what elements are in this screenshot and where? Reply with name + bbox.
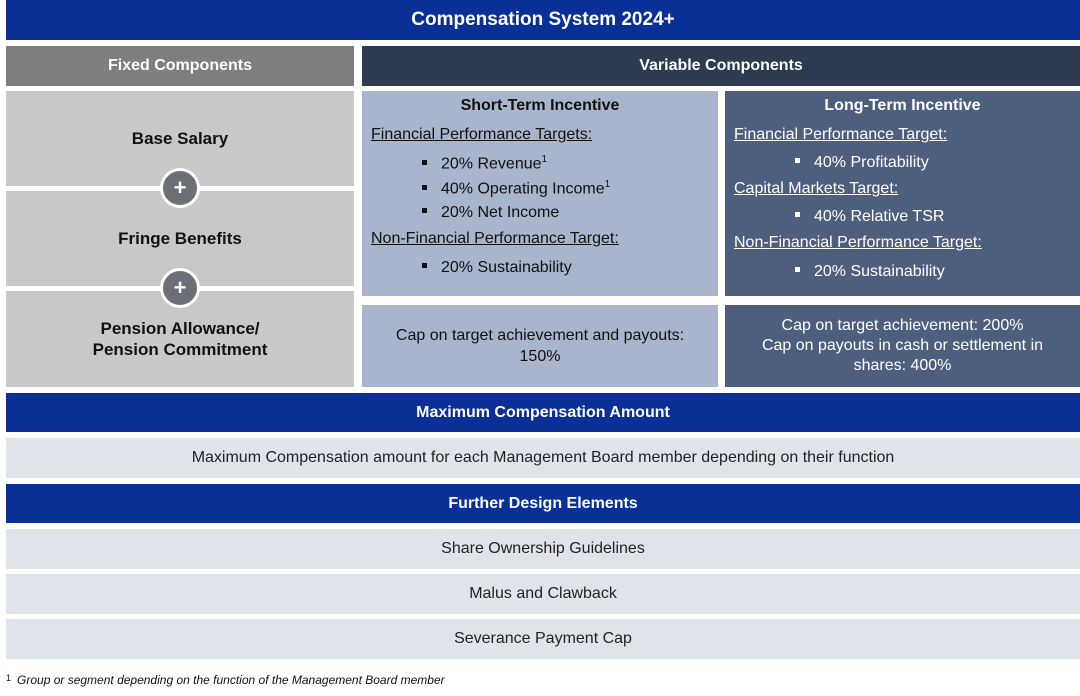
footnote <box>6 673 445 687</box>
pension-label-line2: Pension Commitment <box>92 340 268 359</box>
bullet-icon <box>795 212 800 217</box>
max-compensation-header: Maximum Compensation Amount <box>6 393 1080 432</box>
page-title: Compensation System 2024+ <box>6 0 1080 40</box>
sti-target-item: 20% Revenue$^1$ <box>422 154 547 173</box>
fixed-components-header: Fixed Components <box>6 46 354 86</box>
lti-nonfinancial-target-label: Non-Financial Performance Target: <box>734 234 982 251</box>
lti-target-item: 40% Relative TSR <box>795 208 944 226</box>
bullet-icon <box>795 267 800 272</box>
further-design-header: Further Design Elements <box>6 484 1080 523</box>
sti-cap-line2: 150% <box>519 348 561 365</box>
lti-target-item: 40% Profitability <box>795 154 929 172</box>
plus-icon: + <box>160 168 200 208</box>
sti-target-item: 20% Net Income <box>422 204 559 222</box>
short-term-incentive-box <box>362 91 718 296</box>
lti-financial-target-label: Financial Performance Target: <box>734 126 948 143</box>
sti-cap-line1: Cap on target achievement and payouts: <box>395 327 685 344</box>
long-term-incentive-box <box>725 91 1080 296</box>
sti-target-item: 40% Operating Income$^1$ <box>422 179 610 198</box>
bullet-icon <box>422 208 427 213</box>
sti-nonfinancial-target-label: Non-Financial Performance Target: <box>371 230 619 247</box>
footnote-text: Group or segment depending on the function of the Management Board member <box>17 673 445 687</box>
design-element-row: Malus and Clawback <box>6 574 1080 614</box>
lti-cap-line2: Cap on payouts in cash or settlement in <box>761 337 1044 354</box>
plus-icon: + <box>160 268 200 308</box>
lti-cap-line1: Cap on target achievement: 200% <box>781 317 1024 334</box>
design-element-row: Share Ownership Guidelines <box>6 529 1080 569</box>
bullet-icon <box>795 158 800 163</box>
bullet-icon <box>422 185 427 190</box>
lti-cap-line3: shares: 400% <box>853 357 952 374</box>
pension-label-line1: Pension Allowance/ <box>100 319 260 338</box>
lti-title: Long-Term Incentive <box>824 97 981 114</box>
lti-target-item: 20% Sustainability <box>795 263 945 281</box>
fringe-benefits-label: Fringe Benefits <box>118 228 242 248</box>
bullet-icon <box>422 160 427 165</box>
sti-target-item: 20% Sustainability <box>422 259 572 277</box>
bullet-icon <box>422 263 427 268</box>
footnote-number: 1 <box>6 673 12 683</box>
sti-cap-box <box>362 305 718 387</box>
lti-cap-box <box>725 305 1080 387</box>
design-element-row: Severance Payment Cap <box>6 619 1080 659</box>
max-compensation-text: Maximum Compensation amount for each Management Board member depending on their function <box>6 438 1080 478</box>
base-salary-label: Base Salary <box>131 128 229 148</box>
sti-title: Short-Term Incentive <box>460 97 620 114</box>
variable-components-header: Variable Components <box>362 46 1080 86</box>
sti-financial-targets-label: Financial Performance Targets: <box>371 126 593 143</box>
lti-capital-markets-label: Capital Markets Target: <box>734 180 899 197</box>
